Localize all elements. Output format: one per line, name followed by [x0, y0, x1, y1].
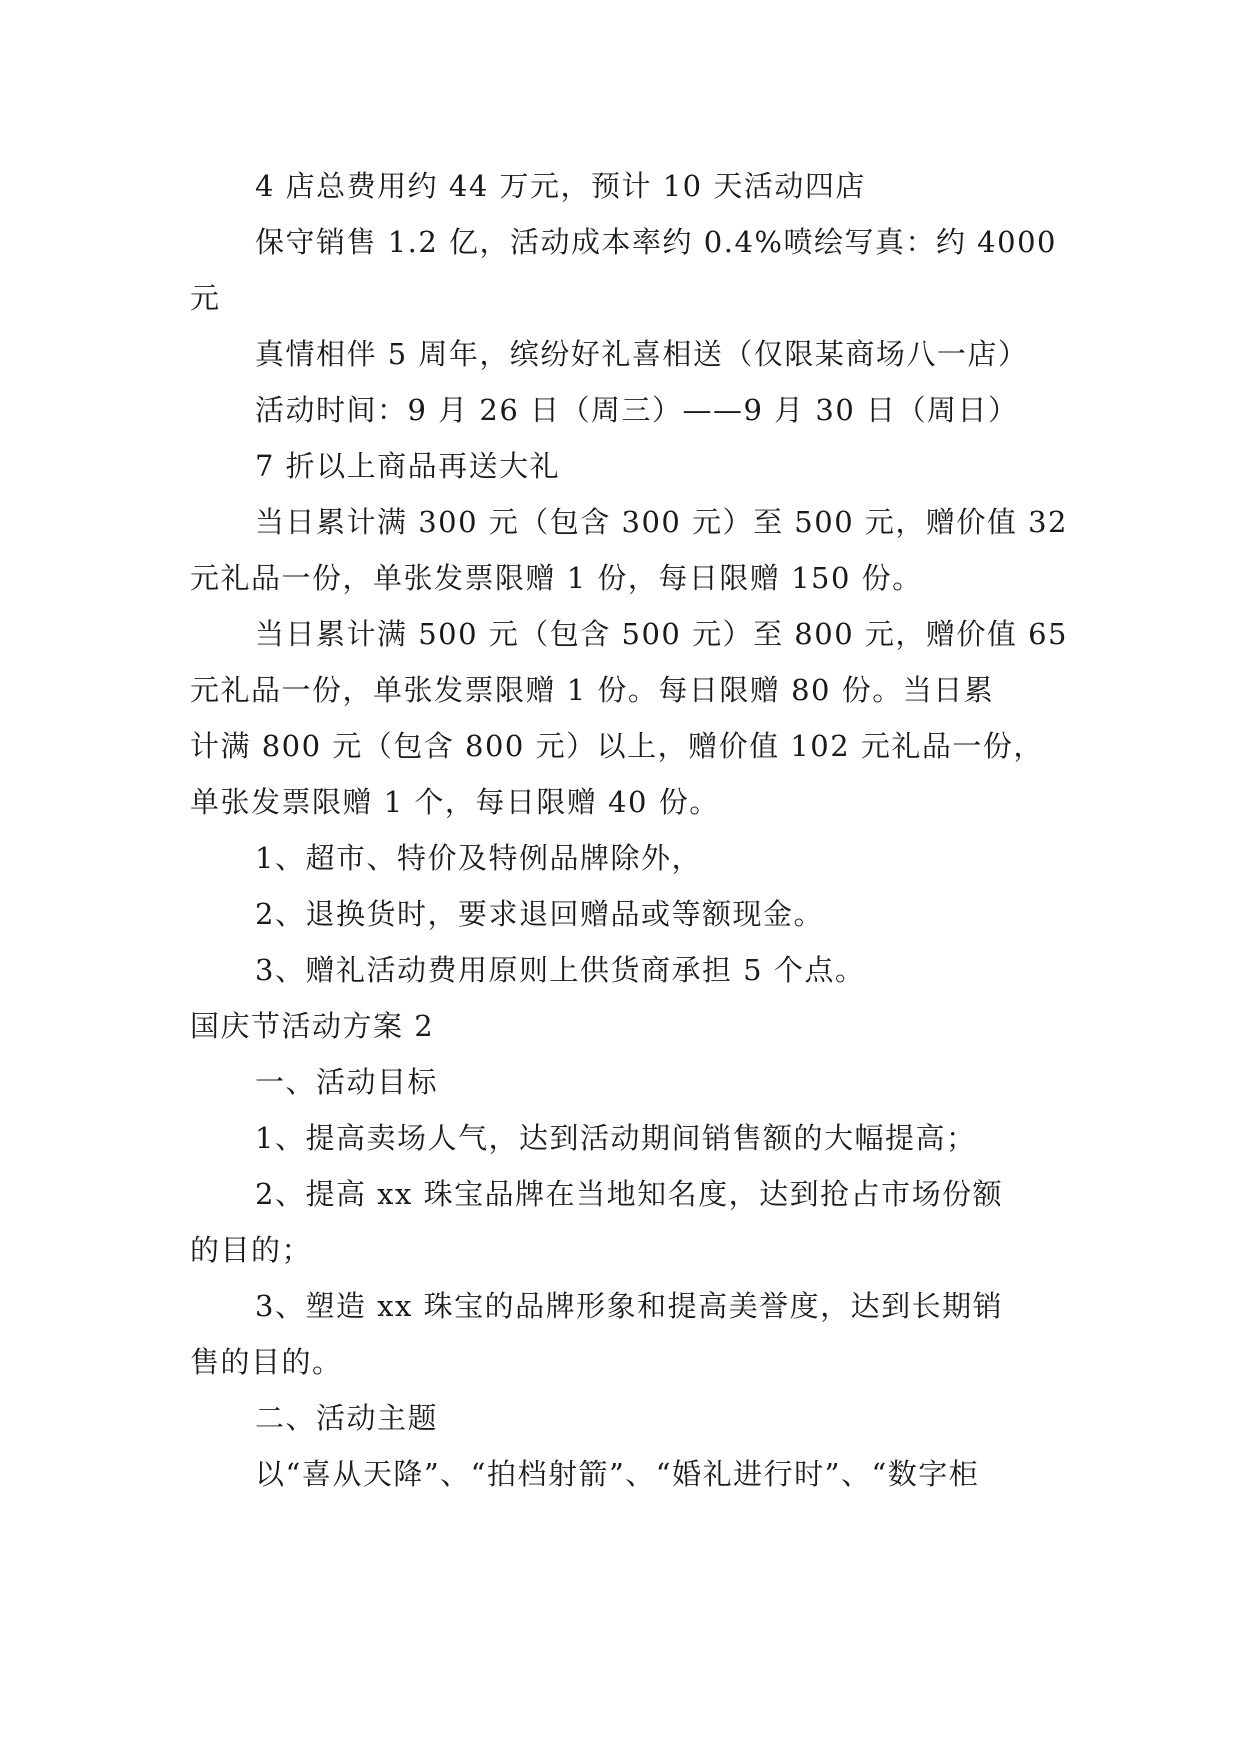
text-line: 元 [190, 281, 221, 315]
text-line: 1、超市、特价及特例品牌除外， [255, 841, 702, 875]
text-line: 以“喜从天降”、“拍档射箭”、“婚礼进行时”、“数字柜 [255, 1457, 980, 1491]
text-line: 真情相伴 5 周年，缤纷好礼喜相送（仅限某商场八一店） [255, 337, 1029, 371]
text-line: 2、退换货时，要求退回赠品或等额现金。 [255, 897, 824, 931]
text-line: 3、赠礼活动费用原则上供货商承担 5 个点。 [255, 953, 866, 987]
text-line: 3、塑造 xx 珠宝的品牌形象和提高美誉度，达到长期销 [255, 1289, 1004, 1323]
text-line: 1、提高卖场人气，达到活动期间销售额的大幅提高； [255, 1121, 977, 1155]
text-line: 一、活动目标 [255, 1065, 439, 1099]
text-line: 元礼品一份，单张发票限赠 1 份。每日限赠 80 份。当日累 [190, 673, 995, 707]
text-line: 的目的； [190, 1233, 313, 1267]
text-line: 单张发票限赠 1 个，每日限赠 40 份。 [190, 785, 720, 819]
section-heading: 国庆节活动方案 2 [190, 1009, 435, 1043]
text-line: 保守销售 1.2 亿，活动成本率约 0.4%喷绘写真：约 4000 [255, 225, 1057, 259]
text-line: 元礼品一份，单张发票限赠 1 份，每日限赠 150 份。 [190, 561, 923, 595]
text-line: 二、活动主题 [255, 1401, 439, 1435]
text-line: 4 店总费用约 44 万元，预计 10 天活动四店 [255, 169, 866, 203]
text-line: 7 折以上商品再送大礼 [255, 449, 561, 483]
text-line: 售的目的。 [190, 1345, 343, 1379]
text-line: 2、提高 xx 珠宝品牌在当地知名度，达到抢占市场份额 [255, 1177, 1004, 1211]
text-line: 当日累计满 500 元（包含 500 元）至 800 元，赠价值 65 [255, 617, 1068, 651]
text-line: 计满 800 元（包含 800 元）以上，赠价值 102 元礼品一份， [190, 729, 1044, 763]
text-line: 活动时间：9 月 26 日（周三）——9 月 30 日（周日） [255, 393, 1019, 427]
text-line: 当日累计满 300 元（包含 300 元）至 500 元，赠价值 32 [255, 505, 1068, 539]
